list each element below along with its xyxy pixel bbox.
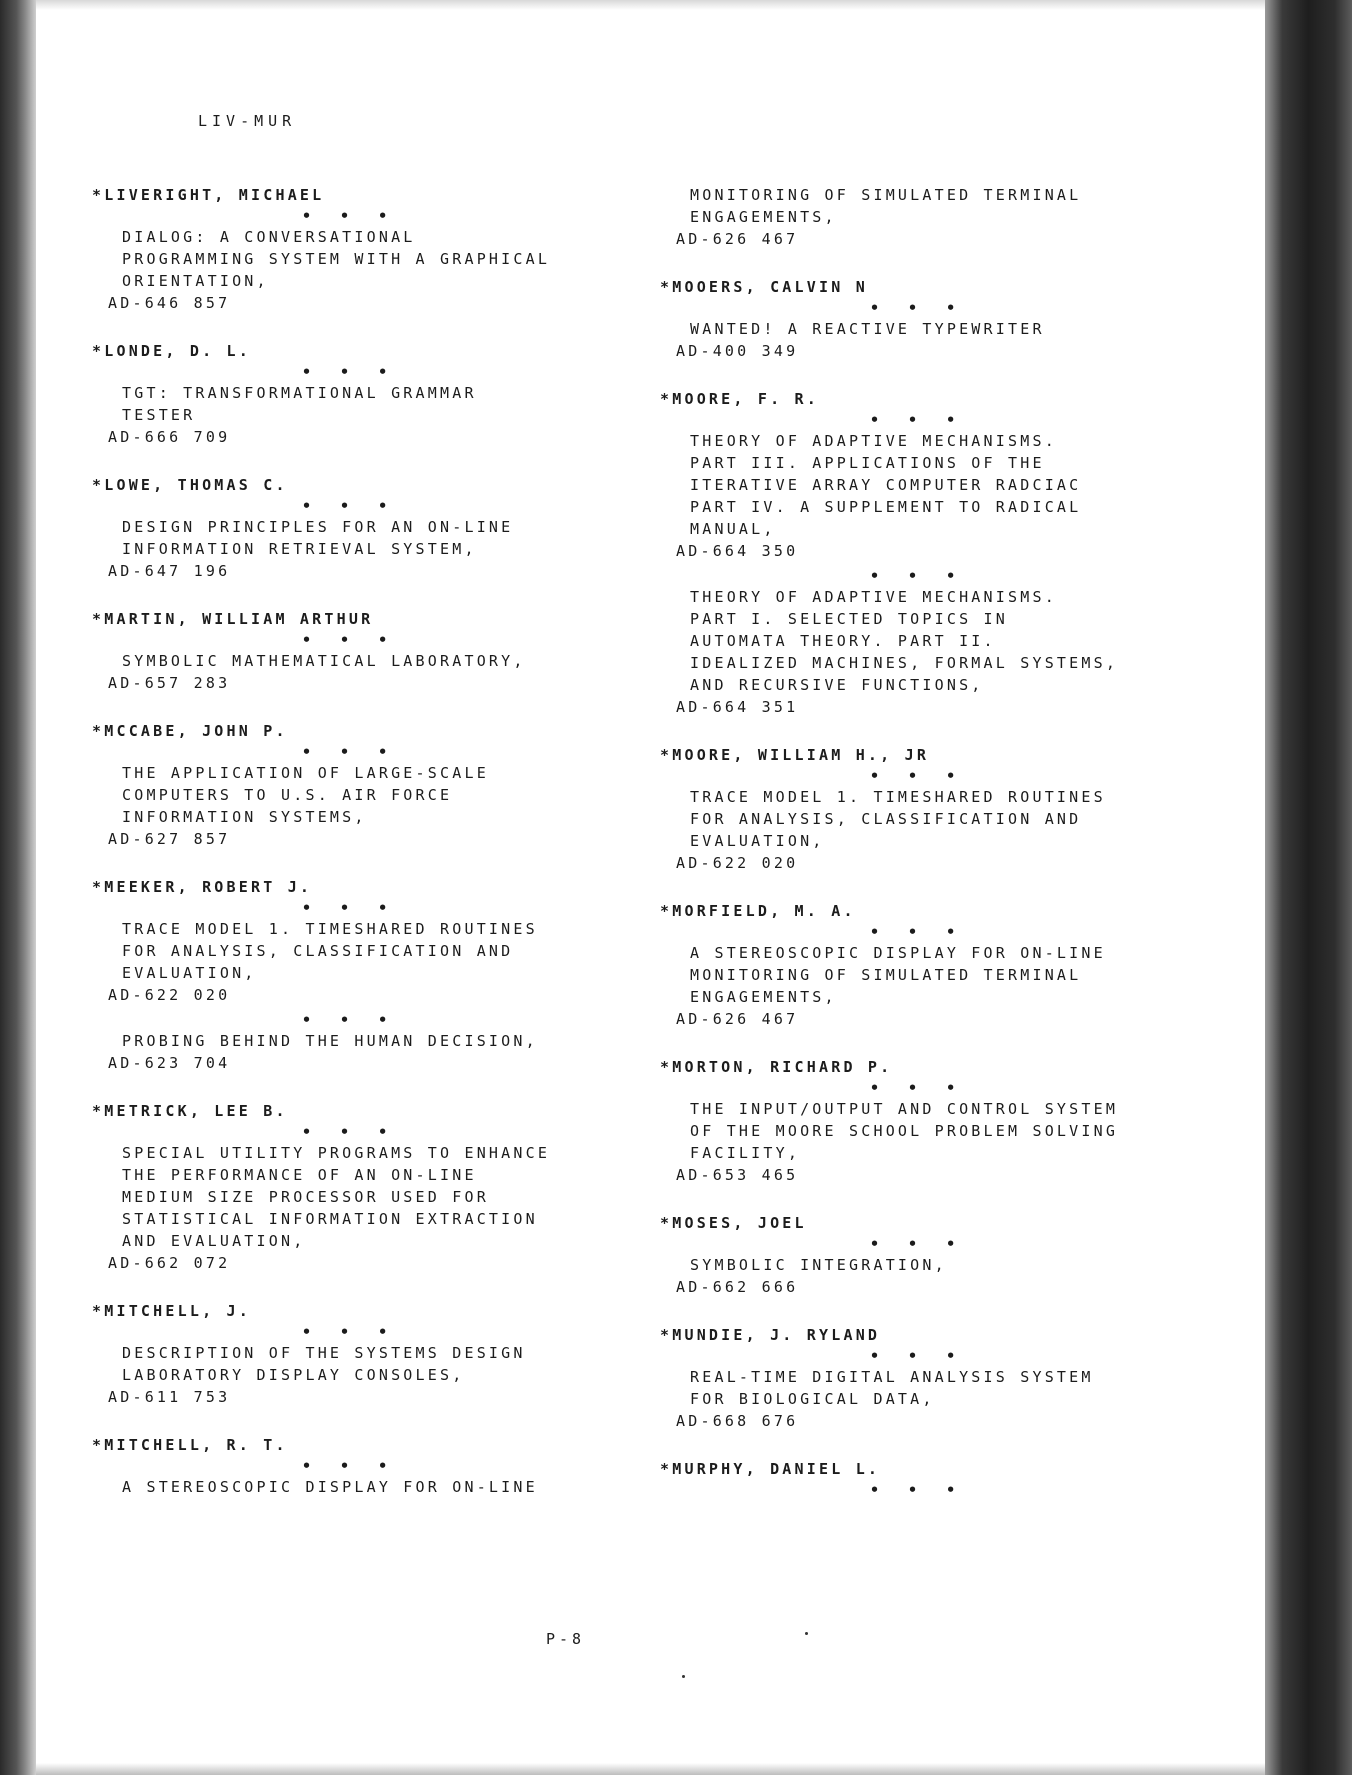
title-line: WANTED! A REACTIVE TYPEWRITER <box>690 320 1045 338</box>
asterism: • • • <box>870 299 966 317</box>
scan-speck <box>682 1675 685 1678</box>
title-line: FOR ANALYSIS, CLASSIFICATION AND <box>122 942 514 960</box>
cited-work <box>660 298 1260 362</box>
title-line: LABORATORY DISPLAY CONSOLES, <box>122 1366 465 1384</box>
author-name: *MUNDIE, J. RYLAND <box>660 1326 881 1344</box>
title-line: FACILITY, <box>690 1144 801 1162</box>
ad-number: AD-626 467 <box>676 1010 799 1028</box>
index-entry <box>92 1100 692 1274</box>
title-line: AND RECURSIVE FUNCTIONS, <box>690 676 984 694</box>
author-name: *MORFIELD, M. A. <box>660 902 856 920</box>
author-name: *MEEKER, ROBERT J. <box>92 878 313 896</box>
ad-number: AD-664 350 <box>676 542 799 560</box>
title-line: PART I. SELECTED TOPICS IN <box>690 610 1008 628</box>
title-line: FOR BIOLOGICAL DATA, <box>690 1390 935 1408</box>
author-name: *MITCHELL, R. T. <box>92 1436 288 1454</box>
scan-speck <box>805 1632 808 1635</box>
title-line: DIALOG: A CONVERSATIONAL <box>122 228 416 246</box>
author-name: *MOOERS, CALVIN N <box>660 278 868 296</box>
ad-number: AD-662 072 <box>108 1254 231 1272</box>
cited-work <box>92 1322 692 1408</box>
title-line: COMPUTERS TO U.S. AIR FORCE <box>122 786 453 804</box>
cited-work <box>92 630 692 694</box>
cited-work <box>660 566 1260 718</box>
index-entry <box>92 720 692 850</box>
title-line: TESTER <box>122 406 196 424</box>
asterism: • • • <box>302 363 398 381</box>
ad-number: AD-626 467 <box>676 230 799 248</box>
title-line: THE INPUT/OUTPUT AND CONTROL SYSTEM <box>690 1100 1119 1118</box>
index-entry <box>92 474 692 582</box>
title-line: AND EVALUATION, <box>122 1232 306 1250</box>
right-column-entries <box>660 276 1260 1500</box>
cited-work <box>660 766 1260 874</box>
ad-number: AD-611 753 <box>108 1388 231 1406</box>
asterism: • • • <box>302 631 398 649</box>
title-line: FOR ANALYSIS, CLASSIFICATION AND <box>690 810 1082 828</box>
ad-number: AD-622 020 <box>108 986 231 1004</box>
author-name: *LOWE, THOMAS C. <box>92 476 288 494</box>
cited-work <box>92 1010 692 1074</box>
index-entry <box>660 900 1260 1030</box>
title-line: OF THE MOORE SCHOOL PROBLEM SOLVING <box>690 1122 1119 1140</box>
title-line: THE PERFORMANCE OF AN ON-LINE <box>122 1166 477 1184</box>
title-line: ITERATIVE ARRAY COMPUTER RADCIAC <box>690 476 1082 494</box>
title-line: IDEALIZED MACHINES, FORMAL SYSTEMS, <box>690 654 1119 672</box>
asterism: • • • <box>870 1235 966 1253</box>
title-line: MEDIUM SIZE PROCESSOR USED FOR <box>122 1188 489 1206</box>
title-line: AUTOMATA THEORY. PART II. <box>690 632 996 650</box>
asterism: • • • <box>302 743 398 761</box>
author-name: *MOORE, WILLIAM H., JR <box>660 746 930 764</box>
cited-work <box>92 1122 692 1274</box>
title-line: THEORY OF ADAPTIVE MECHANISMS. <box>690 588 1057 606</box>
title-line: EVALUATION, <box>690 832 825 850</box>
asterism: • • • <box>302 1011 398 1029</box>
index-entry <box>660 388 1260 718</box>
index-entry <box>92 1434 692 1498</box>
ad-number: AD-664 351 <box>676 698 799 716</box>
asterism: • • • <box>302 899 398 917</box>
title-line: INFORMATION SYSTEMS, <box>122 808 367 826</box>
index-entry <box>660 276 1260 362</box>
asterism: • • • <box>870 1079 966 1097</box>
title-line: THE APPLICATION OF LARGE-SCALE <box>122 764 489 782</box>
index-entry <box>92 340 692 448</box>
title-line: ENGAGEMENTS, <box>690 988 837 1006</box>
asterism: • • • <box>302 1457 398 1475</box>
title-line: ENGAGEMENTS, <box>690 208 837 226</box>
cited-work <box>660 1234 1260 1298</box>
author-name: *MOSES, JOEL <box>660 1214 807 1232</box>
ad-number: AD-668 676 <box>676 1412 799 1430</box>
title-line: TRACE MODEL 1. TIMESHARED ROUTINES <box>122 920 538 938</box>
ad-number: AD-653 465 <box>676 1166 799 1184</box>
cited-work <box>660 410 1260 562</box>
title-line: DESIGN PRINCIPLES FOR AN ON-LINE <box>122 518 514 536</box>
title-line: THEORY OF ADAPTIVE MECHANISMS. <box>690 432 1057 450</box>
right-column <box>660 184 1260 1526</box>
title-line: MANUAL, <box>690 520 776 538</box>
title-line: SYMBOLIC INTEGRATION, <box>690 1256 947 1274</box>
cited-work <box>92 206 692 314</box>
author-name: *MURPHY, DANIEL L. <box>660 1460 881 1478</box>
index-entry <box>92 1300 692 1408</box>
ad-number: AD-666 709 <box>108 428 231 446</box>
ad-number: AD-662 666 <box>676 1278 799 1296</box>
title-line: A STEREOSCOPIC DISPLAY FOR ON-LINE <box>122 1478 538 1496</box>
author-name: *MARTIN, WILLIAM ARTHUR <box>92 610 374 628</box>
cited-work <box>660 1346 1260 1432</box>
asterism: • • • <box>302 1323 398 1341</box>
author-name: *MCCABE, JOHN P. <box>92 722 288 740</box>
asterism: • • • <box>302 497 398 515</box>
asterism: • • • <box>302 1123 398 1141</box>
scan-edge-right <box>1265 0 1352 1775</box>
cited-work <box>92 898 692 1006</box>
author-name: *METRICK, LEE B. <box>92 1102 288 1120</box>
ad-number: AD-647 196 <box>108 562 231 580</box>
scan-edge-top <box>36 0 1265 10</box>
author-name: *MOORE, F. R. <box>660 390 819 408</box>
title-line: SPECIAL UTILITY PROGRAMS TO ENHANCE <box>122 1144 551 1162</box>
continued-entry <box>660 184 1260 250</box>
cited-work <box>92 362 692 448</box>
index-entry <box>660 1212 1260 1298</box>
title-line: MONITORING OF SIMULATED TERMINAL <box>690 966 1082 984</box>
title-line: STATISTICAL INFORMATION EXTRACTION <box>122 1210 538 1228</box>
index-entry <box>660 1324 1260 1432</box>
ad-number: AD-622 020 <box>676 854 799 872</box>
title-line: TRACE MODEL 1. TIMESHARED ROUTINES <box>690 788 1106 806</box>
asterism: • • • <box>870 767 966 785</box>
ad-number: AD-623 704 <box>108 1054 231 1072</box>
page-number: P-8 <box>546 1630 586 1648</box>
left-column <box>92 184 692 1524</box>
index-entry <box>92 876 692 1074</box>
title-line: INFORMATION RETRIEVAL SYSTEM, <box>122 540 477 558</box>
author-name: *LIVERIGHT, MICHAEL <box>92 186 325 204</box>
asterism: • • • <box>302 207 398 225</box>
ad-number: AD-646 857 <box>108 294 231 312</box>
index-entry <box>660 1458 1260 1500</box>
title-line: PART IV. A SUPPLEMENT TO RADICAL <box>690 498 1082 516</box>
title-line: SYMBOLIC MATHEMATICAL LABORATORY, <box>122 652 526 670</box>
author-name: *LONDE, D. L. <box>92 342 251 360</box>
title-line: ORIENTATION, <box>122 272 269 290</box>
scan-edge-left <box>0 0 36 1775</box>
cited-work <box>660 1078 1260 1186</box>
cited-work <box>92 496 692 582</box>
asterism: • • • <box>870 567 966 585</box>
title-line: PROBING BEHIND THE HUMAN DECISION, <box>122 1032 538 1050</box>
ad-number: AD-657 283 <box>108 674 231 692</box>
asterism: • • • <box>870 923 966 941</box>
index-entry <box>660 744 1260 874</box>
title-line: A STEREOSCOPIC DISPLAY FOR ON-LINE <box>690 944 1106 962</box>
ad-number: AD-627 857 <box>108 830 231 848</box>
ad-number: AD-400 349 <box>676 342 799 360</box>
cited-work <box>92 1456 692 1498</box>
author-name: *MITCHELL, J. <box>92 1302 251 1320</box>
title-line: MONITORING OF SIMULATED TERMINAL <box>690 186 1082 204</box>
asterism: • • • <box>870 1481 966 1499</box>
title-line: PART III. APPLICATIONS OF THE <box>690 454 1045 472</box>
author-name: *MORTON, RICHARD P. <box>660 1058 893 1076</box>
title-line: EVALUATION, <box>122 964 257 982</box>
asterism: • • • <box>870 1347 966 1365</box>
title-line: TGT: TRANSFORMATIONAL GRAMMAR <box>122 384 477 402</box>
cited-work <box>660 922 1260 1030</box>
index-entry <box>660 1056 1260 1186</box>
index-entry <box>92 184 692 314</box>
scan-edge-bottom <box>36 1763 1265 1775</box>
cited-work <box>92 742 692 850</box>
running-head: LIV-MUR <box>198 112 297 130</box>
asterism: • • • <box>870 411 966 429</box>
title-line: DESCRIPTION OF THE SYSTEMS DESIGN <box>122 1344 526 1362</box>
title-line: REAL-TIME DIGITAL ANALYSIS SYSTEM <box>690 1368 1094 1386</box>
index-entry <box>92 608 692 694</box>
title-line: PROGRAMMING SYSTEM WITH A GRAPHICAL <box>122 250 551 268</box>
